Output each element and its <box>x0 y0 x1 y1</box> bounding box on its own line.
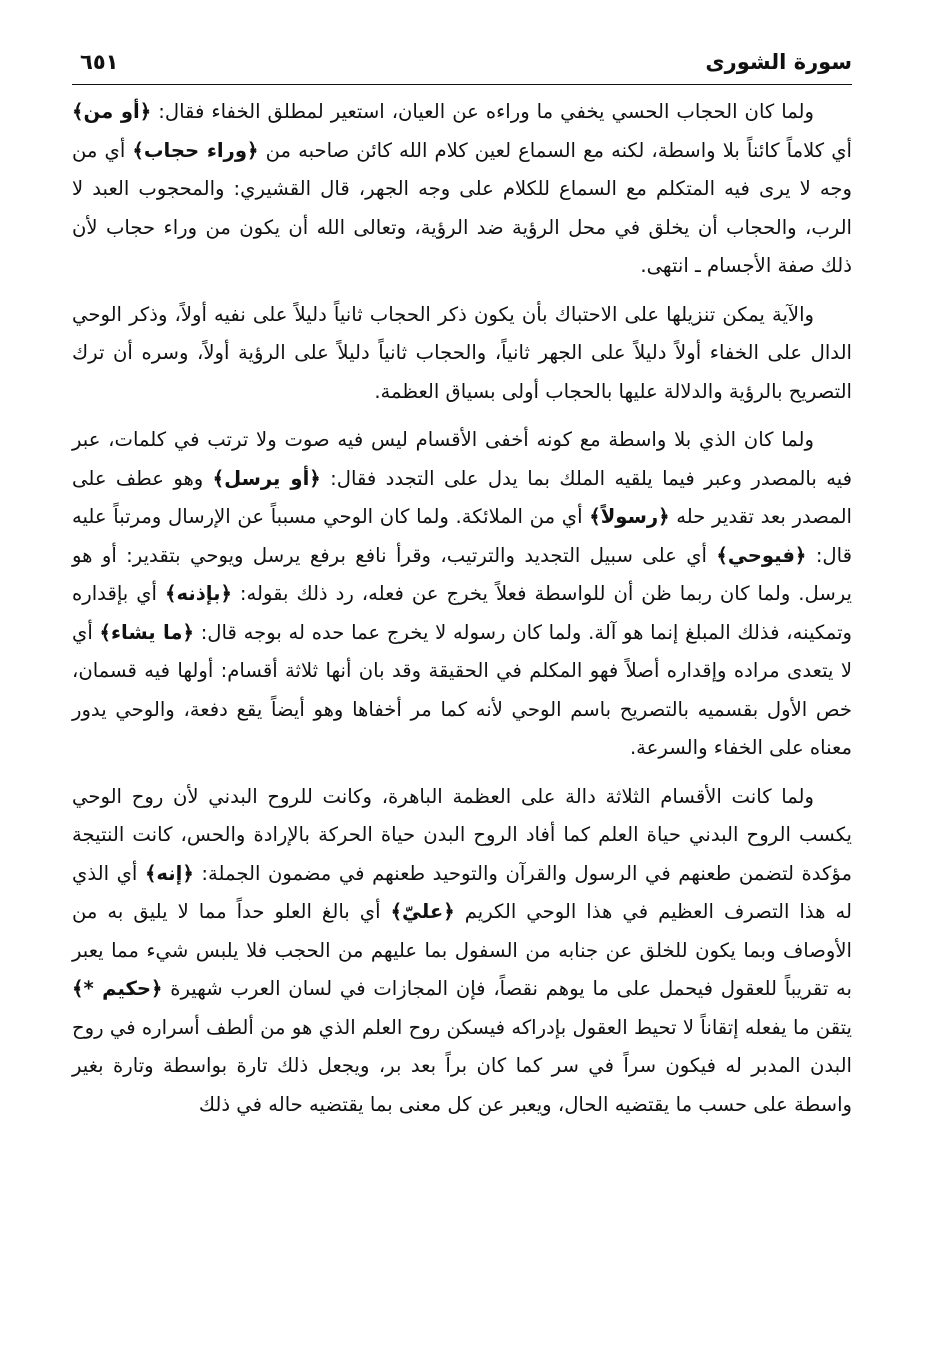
page-number: ٦٥١ <box>80 50 119 74</box>
quran-quote: ﴿حكيم *﴾ <box>72 977 163 1000</box>
quran-quote: ﴿بإذنه﴾ <box>164 582 232 605</box>
page-header <box>72 40 852 85</box>
document-page <box>72 40 852 1330</box>
quran-quote: ﴿عليّ﴾ <box>390 900 455 923</box>
quran-quote: ﴿أو من﴾ <box>72 100 152 123</box>
paragraph-text: أي بالغ العلو حداً مما لا يليق به من الأوصاف وبما يكون للخلق عن جنابه من السفول بما عليهم من الحجب فلا يلبس شيء مما يعبر به تقريباً للعقول فيحمل على ما يوهم نقصاً، فإن المجازات في لسان العرب شهيرة <box>72 900 852 1000</box>
paragraph-text: أي الذي له هذا التصرف العظيم في هذا الوحي الكريم <box>72 861 852 923</box>
paragraph <box>72 296 852 412</box>
quran-quote: ﴿وراء حجاب﴾ <box>132 138 259 162</box>
quran-quote: ﴿إنه﴾ <box>144 861 194 885</box>
paragraph-text: أي من وجه لا يرى فيه المتكلم مع السماع للكلام على وجه الجهر، قال القشيري: والمحجوب العبد لا الرب، والحجاب أن يخلق في محل الرؤية ضد الرؤية، وتعالى الله أن يكون من وراء حجاب لأن ذلك صفة الأجسام ـ انتهى. <box>72 138 852 277</box>
paragraph-text: أي على سبيل التجديد والترتيب، وقرأ نافع برفع يرسل ويوحي بتقدير: أو هو يرسل. ولما كان ربما ظن أن للواسطة فعلاً يخرج عن فعله، رد ذلك بقوله: <box>72 543 852 605</box>
paragraph-text: ولما كانت الأقسام الثلاثة دالة على العظمة الباهرة، وكانت للروح البدني لأن روح الوحي يكسب الروح البدني حياة العلم كما أفاد الروح البدن حياة الحركة بالإرادة والحس، كانت النتيجة مؤكدة لتضمن طعنهم في الرسول والقرآن والتوحيد طعنهم في مضمون الجملة: <box>72 784 852 885</box>
paragraph-text: والآية يمكن تنزيلها على الاحتباك بأن يكون ذكر الحجاب ثانياً دليلاً على نفيه أولاً، وذكر الوحي الدال على الخفاء أولاً دليلاً على الجهر ثانياً، والحجاب ثانياً دليلاً على الرؤية أولاً، وسره أن ترك التصريح بالرؤية والدلالة عليها بالحجاب أولى بسياق العظمة. <box>72 302 852 403</box>
paragraph-text: ولما كان الذي بلا واسطة مع كونه أخفى الأقسام ليس فيه صوت ولا ترتب في كلمات، عبر فيه بالمصدر وعبر فيما يلقيه الملك بما يدل على التجدد فقال: <box>72 428 852 490</box>
paragraph-text: أي من الملائكة. ولما كان الوحي مسبباً عن الإرسال ومرتباً عليه قال: <box>72 505 853 567</box>
paragraph <box>72 778 852 1125</box>
paragraph-text: أي بإقداره وتمكينه، فذلك المبلغ إنما هو آلة. ولما كان رسوله لا يخرج عما حده له بوجه قال: <box>72 582 852 644</box>
quran-quote: ﴿رسولاً﴾ <box>589 505 670 528</box>
paragraph <box>72 93 852 286</box>
paragraph-text: أي لا يتعدى مراده وإقداره أصلاً فهو المكلم في الحقيقة وقد بان أنها ثلاثة أقسام: أولها فيه قسمان، خص الأول بقسميه بالتصريح باسم الوحي لأنه كما مر أخفاها وهو أيضاً يقع دفعة، والوحي يدور معناه على الخفاء والسرعة. <box>72 620 852 759</box>
paragraph-text: أي كلاماً كائناً بلا واسطة، لكنه مع السماع لعين كلام الله كائن صاحبه من <box>258 138 853 162</box>
paragraph <box>72 421 852 768</box>
surah-title: سورة الشورى <box>705 50 852 74</box>
quran-quote: ﴿فيوحي﴾ <box>716 543 807 567</box>
quran-quote: ﴿ما يشاء﴾ <box>99 620 194 644</box>
quran-quote: ﴿أو يرسل﴾ <box>212 466 321 490</box>
page-body <box>72 93 852 1124</box>
paragraph-text: ولما كان الحجاب الحسي يخفي ما وراءه عن العيان، استعير لمطلق الخفاء فقال: <box>151 100 814 123</box>
paragraph-text: يتقن ما يفعله إتقاناً لا تحيط العقول بإدراكه فيسكن روح العلم الذي هو من ألطف أسراره في روح البدن المدبر له فيكون سراً في سر كما كان براً بعد بر، ويجعل ذلك تارة بواسطة وتارة بغير واسطة على حسب ما يقتضيه الحال، ويعبر عن كل معنى بما يقتضيه حاله في ذلك <box>72 1015 852 1116</box>
paragraph-text: وهو عطف على المصدر بعد تقدير حله <box>72 466 852 528</box>
